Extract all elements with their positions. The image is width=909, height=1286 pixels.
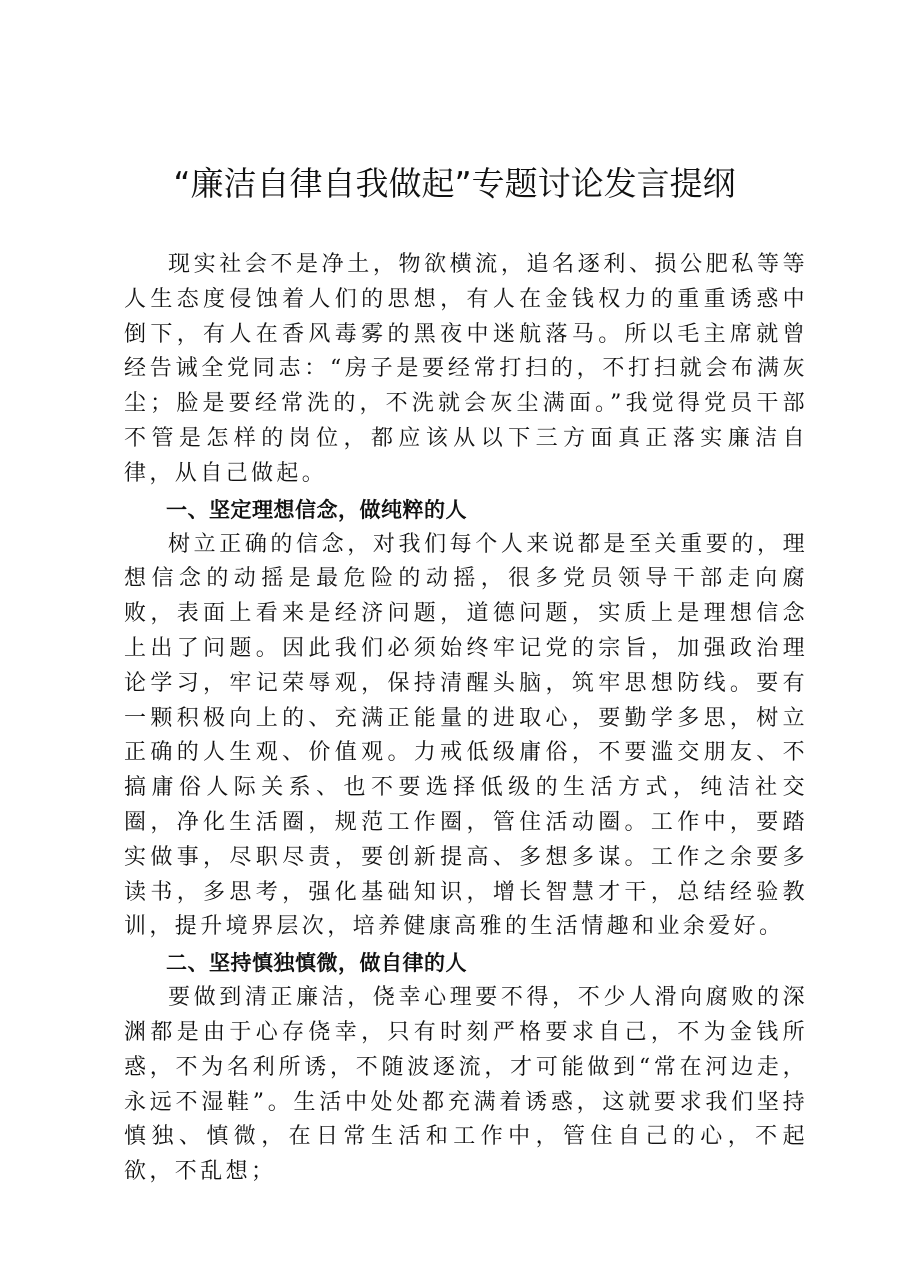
section-paragraph-1: 树立正确的信念，对我们每个人来说都是至关重要的，理想信念的动摇是最危险的动摇，很多党员领导干部走向腐败，表面上看来是经济问题，道德问题，实质上是理想信念上出了问题。因此我们必须始终牢记党的宗旨，加强政治理论学习，牢记荣辱观，保持清醒头脑，筑牢思想防线。要有一颗积极向上的、充满正能量的进取心，要勤学多思，树立正确的人生观、价值观。力戒低级庸俗，不要滥交朋友、不搞庸俗人际关系、也不要选择低级的生活方式，纯洁社交圈，净化生活圈，规范工作圈，管住活动圈。工作中，要踏实做事，尽职尽责，要创新提高、多想多谋。工作之余要多读书，多思考，强化基础知识，增长智慧才干，总结经验教训，提升境界层次，培养健康高雅的生活情趣和业余爱好。	[124, 531, 808, 940]
document-body	[124, 248, 808, 1190]
section-heading-1: 一、坚定理想信念，做纯粹的人	[166, 497, 467, 522]
intro-paragraph: 现实社会不是净土，物欲横流，追名逐利、损公肥私等等人生态度侵蚀着人们的思想，有人在金钱权力的重重诱惑中倒下，有人在香风毒雾的黑夜中迷航落马。所以毛主席就曾经告诫全党同志：“房子是要经常打扫的，不打扫就会布满灰尘；脸是要经常洗的，不洗就会灰尘满面。”我觉得党员干部不管是怎样的岗位，都应该从以下三方面真正落实廉洁自律，从自己做起。	[124, 252, 808, 486]
section-paragraph-2: 要做到清正廉洁，侥幸心理要不得，不少人滑向腐败的深渊都是由于心存侥幸，只有时刻严格要求自己，不为金钱所惑，不为名利所诱，不随波逐流，才可能做到“常在河边走，永远不湿鞋”。生活中处处都充满着诱惑，这就要求我们坚持慎独、慎微，在日常生活和工作中，管住自己的心，不起欲，不乱想；	[124, 985, 808, 1185]
document-title: “廉洁自律自我做起”专题讨论发言提纲	[173, 164, 736, 203]
section-heading-2: 二、坚持慎独慎微，做自律的人	[166, 951, 467, 976]
